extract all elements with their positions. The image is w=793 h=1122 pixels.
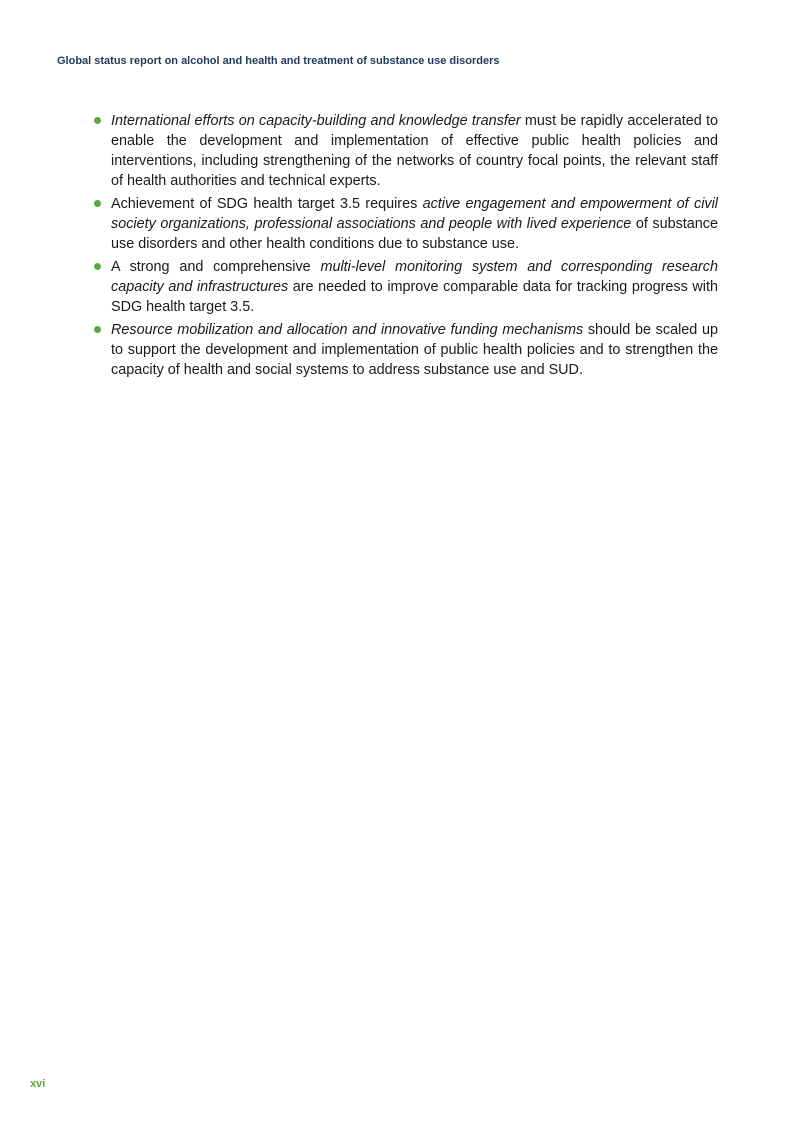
body-text: of substance use disorders and other health conditions due to substance use. xyxy=(111,216,718,252)
list-item xyxy=(93,320,718,380)
running-header: Global status report on alcohol and health and treatment of substance use disorders xyxy=(57,55,500,67)
bullet-icon xyxy=(94,200,101,207)
emphasis-text: Resource mobilization and allocation and innovative funding mechanisms xyxy=(111,322,584,338)
body-text: are needed to improve comparable data for tracking progress with SDG health target 3.5. xyxy=(111,279,718,315)
body-text: should be scaled up to support the development and implementation of public health policies and to strengthen the capacity of health and social systems to address substance use and SUD. xyxy=(111,322,718,378)
body-text: must be rapidly accelerated to enable the development and implementation of effective public health policies and interventions, including strengthening of the networks of country focal points, the relevant staff of health authorities and technical experts. xyxy=(111,113,718,189)
emphasis-text: multi-level monitoring system and corresponding research capacity and infrastructures xyxy=(111,259,718,295)
bullet-icon xyxy=(94,117,101,124)
bullet-icon xyxy=(94,326,101,333)
key-messages-list xyxy=(93,111,718,383)
emphasis-text: International efforts on capacity-building and knowledge transfer xyxy=(111,113,521,129)
list-item xyxy=(93,194,718,254)
emphasis-text: active engagement and empowerment of civil society organizations, professional associations and people with lived experience xyxy=(111,196,718,232)
list-item xyxy=(93,257,718,317)
body-text: A strong and comprehensive xyxy=(111,259,321,275)
page-number: xvi xyxy=(30,1078,46,1090)
bullet-icon xyxy=(94,263,101,270)
list-item xyxy=(93,111,718,191)
body-text: Achievement of SDG health target 3.5 requires xyxy=(111,196,423,212)
